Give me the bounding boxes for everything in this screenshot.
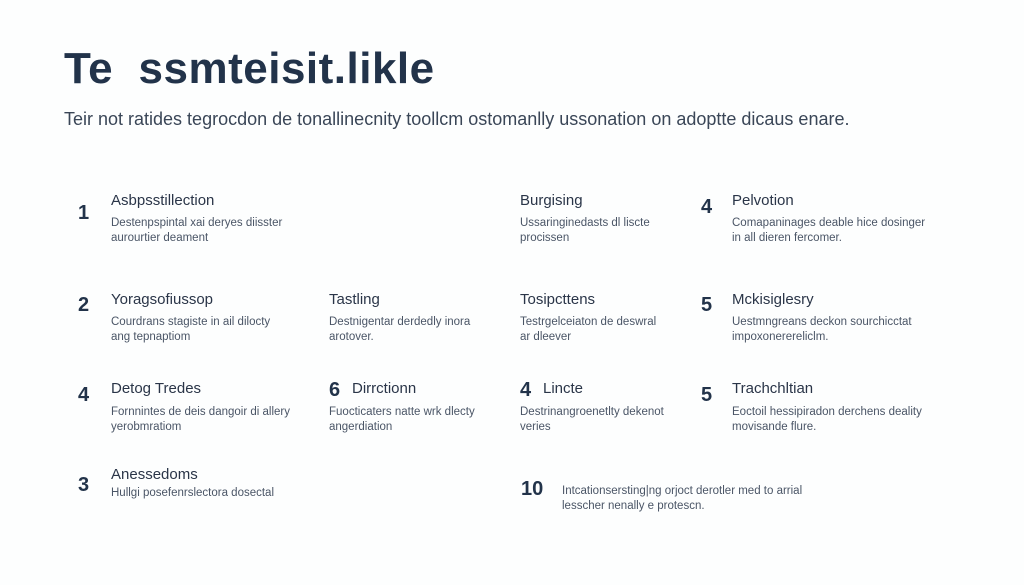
item-number: 5: [701, 384, 713, 406]
item-description: [111, 405, 290, 435]
item-description-line: movisande flure.: [732, 421, 817, 433]
item-number: 3: [78, 474, 90, 496]
item-description-line: Destnigentar derdedly inora: [329, 316, 471, 328]
item-heading: Dirrctionn: [352, 380, 417, 397]
page-subtitle: Teir not ratides tegrocdon de tonallinecnity toollcm ostomanlly ussonation on adoptte dicaus enare.: [64, 109, 850, 129]
item-description: [111, 216, 282, 246]
item-heading: Anessedoms: [111, 466, 198, 483]
item-description: [329, 405, 475, 435]
item-description-line: lesscher nenally e protescn.: [562, 500, 705, 512]
item-description-line: Fornnintes de deis dangoir di allery: [111, 406, 290, 418]
item-description: [732, 405, 922, 435]
item-description-line: yerobmratiom: [111, 421, 182, 433]
item-description-line: Courdrans stagiste in ail dilocty: [111, 316, 271, 328]
item-description: [520, 216, 650, 246]
item-description: [732, 216, 925, 246]
item-description-line: Testrgelceiaton de deswral: [520, 316, 657, 328]
item-number: 1: [78, 202, 90, 224]
item-description-line: Hullgi posefenrslectora dosectal: [111, 487, 275, 499]
item-heading: Asbpsstillection: [111, 192, 215, 209]
item-number: 6: [329, 379, 341, 401]
item-description: [111, 486, 274, 501]
item-heading: Burgising: [520, 192, 583, 209]
item-description: [562, 484, 802, 514]
item-description-line: ar dleever: [520, 331, 572, 343]
item-heading: Trachchltian: [732, 380, 814, 397]
item-description-line: Fuocticaters natte wrk dlecty: [329, 406, 475, 418]
item-description-line: Intcationsersting|ng orjoct derotler med to arrial: [562, 485, 803, 497]
item-heading: Tosipcttens: [520, 291, 596, 308]
item-heading: Lincte: [543, 380, 584, 397]
item-description-line: Destenpspintal xai deryes diisster: [111, 217, 283, 229]
item-description: [732, 315, 912, 345]
item-description: [520, 405, 664, 435]
item-number: 4: [78, 384, 90, 406]
item-heading: Pelvotion: [732, 192, 794, 209]
item-description-line: Ussaringinedasts dl liscte: [520, 217, 650, 229]
item-heading: Tastling: [329, 291, 380, 308]
item-description-line: ang tepnaptiom: [111, 331, 191, 343]
item-description-line: aurourtier deament: [111, 232, 209, 244]
item-number: 10: [521, 478, 544, 500]
item-description-line: procissen: [520, 232, 570, 244]
item-description: [111, 315, 270, 345]
item-description-line: angerdiation: [329, 421, 393, 433]
item-number: 5: [701, 294, 713, 316]
item-description-line: Destrinangroenetlty dekenot: [520, 406, 664, 418]
item-description: [329, 315, 470, 345]
item-heading: Mckisiglesry: [732, 291, 814, 308]
item-description-line: Comapaninages deable hice dosinger: [732, 217, 926, 229]
item-description-line: Eoctoil hessipiradon derchens deality: [732, 406, 922, 418]
item-heading: Detog Tredes: [111, 380, 202, 397]
item-description-line: in all dieren fercomer.: [732, 232, 842, 244]
item-description-line: arotover.: [329, 331, 374, 343]
page-title: Te ssmteisit.likle: [64, 44, 435, 93]
item-number: 2: [78, 294, 90, 316]
item-description-line: impoxonerereliclm.: [732, 331, 829, 343]
item-description-line: Uestmngreans deckon sourchicctat: [732, 316, 912, 328]
item-description: [520, 315, 656, 345]
item-heading: Yoragsofiussop: [111, 291, 214, 308]
item-number: 4: [701, 196, 713, 218]
item-number: 4: [520, 379, 532, 401]
item-description-line: veries: [520, 421, 551, 433]
